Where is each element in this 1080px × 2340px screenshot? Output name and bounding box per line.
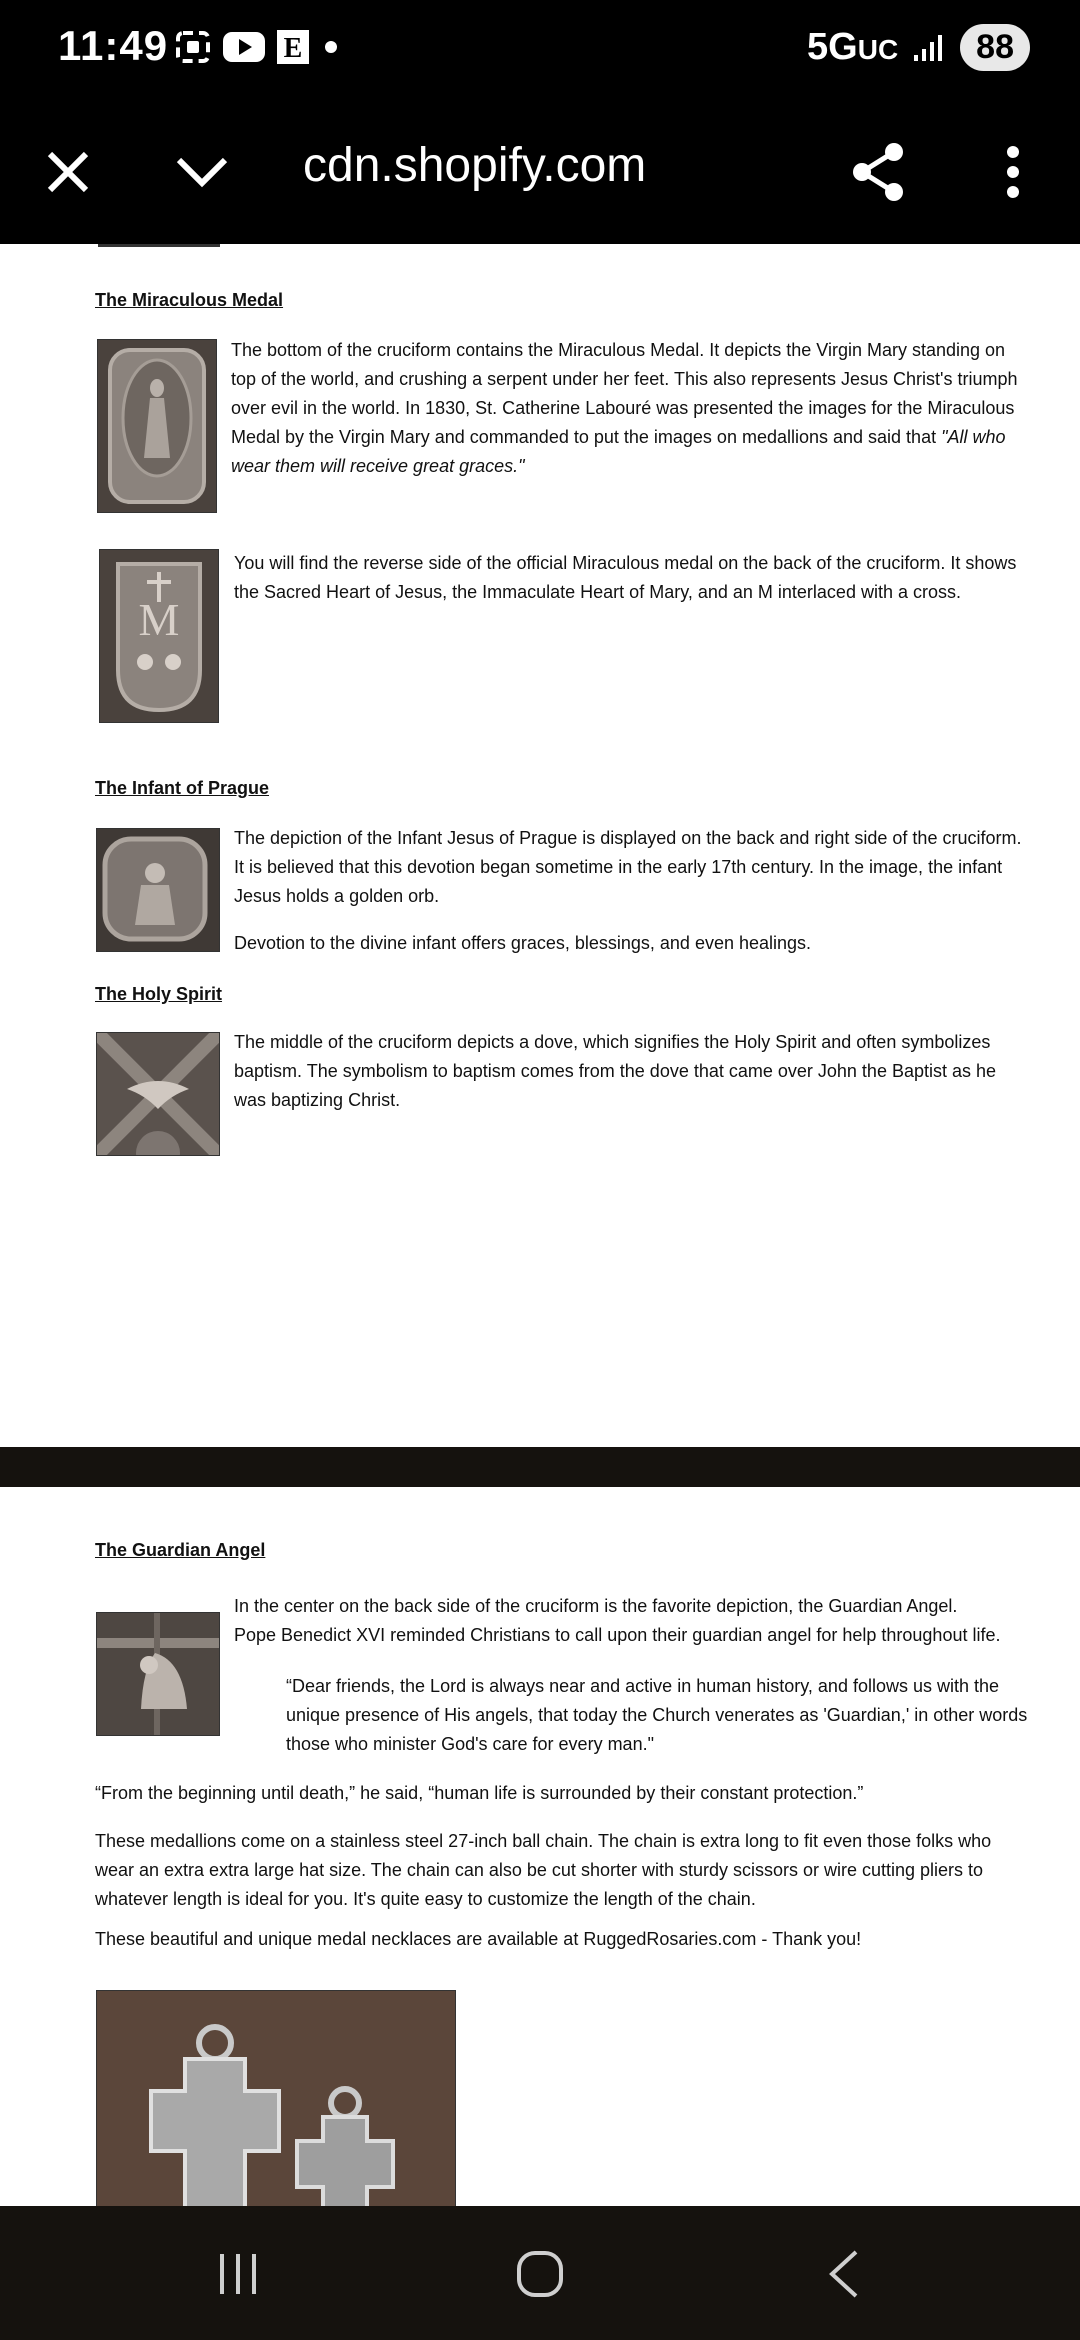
share-icon (850, 142, 906, 202)
browser-toolbar (0, 100, 1080, 244)
miraculous-paragraph-1: The bottom of the cruciform contains the Miraculous Medal. It depicts the Virgin Mary standing on top of the world, and crushing a serpent under her feet. This also represents Jesus Christ's triumph over evil in the world. In 1830, St. Catherine Labouré was presented the images for the Miraculous Medal by the Virgin Mary and commanded to put the images on medallions and said that "All who wear them will receive great graces." (231, 340, 1018, 476)
close-icon (46, 150, 90, 194)
holy-spirit-paragraph: The middle of the cruciform depicts a dove, which signifies the Holy Spirit and often symbolizes baptism. The symbolism to baptism comes from the dove that came over John the Baptist as he was baptizing Christ. (234, 1032, 997, 1110)
heading-infant-of-prague: The Infant of Prague (95, 778, 270, 798)
more-vert-icon (1003, 146, 1023, 198)
svg-text:E: E (283, 33, 303, 64)
recents-button[interactable] (198, 2236, 278, 2312)
chain-paragraph: These medallions come on a stainless steel 27-inch ball chain. The chain is extra long to fit even those folks who wear an extra extra large hat size. The chain can also be cut shorter with sturdy scissors or wire cutting pliers to whatever length is ideal for you. It's quite easy to customize the length of the chain. (95, 1831, 992, 1909)
benedict-quote: “Dear friends, the Lord is always near and active in human history, and follows us with the unique presence of His angels, that today the Church venerates as 'Guardian,' in other words those who minister God's care for every man." (286, 1676, 1028, 1754)
guardian-said: “From the beginning until death,” he said, “human life is surrounded by their constant protection.” (95, 1783, 864, 1803)
home-button[interactable] (500, 2236, 580, 2312)
medal-necklace-photo (96, 1990, 456, 2206)
document-content (0, 244, 1080, 2206)
close-button[interactable] (32, 136, 104, 208)
share-button[interactable] (842, 136, 914, 208)
menu-button[interactable] (977, 136, 1049, 208)
recents-icon (216, 2252, 260, 2296)
holy-spirit-image (96, 1032, 220, 1156)
youtube-icon (223, 31, 265, 63)
screenshot-icon (175, 30, 211, 64)
miraculous-medal-front-image (97, 339, 217, 513)
signal-icon (912, 33, 946, 63)
notification-icons (175, 30, 341, 64)
guardian-paragraph-1: In the center on the back side of the cruciform is the favorite depiction, the Guardian Angel. Pope Benedict XVI reminded Christians to call upon their guardian angel for help throughout life. (234, 1596, 1001, 1645)
back-button[interactable] (804, 2236, 884, 2312)
dot-icon (321, 37, 341, 57)
miraculous-medal-back-image (99, 549, 219, 723)
network-label: 5GUC (807, 26, 899, 68)
miraculous-paragraph-2: You will find the reverse side of the official Miraculous medal on the back of the cruciform. It shows the Sacred Heart of Jesus, the Immaculate Heart of Mary, and an M interlaced with a cross. (234, 553, 1017, 602)
e-app-icon (277, 30, 309, 64)
collapse-button[interactable] (166, 136, 238, 208)
infant-paragraph-2: Devotion to the divine infant offers graces, blessings, and even healings. (234, 933, 812, 953)
heading-guardian-angel: The Guardian Angel (95, 1540, 266, 1560)
chevron-down-icon (175, 156, 229, 188)
home-icon (516, 2250, 564, 2298)
infant-of-prague-image (96, 828, 220, 952)
svg-text:M: M (138, 594, 180, 645)
back-icon (828, 2250, 860, 2298)
status-time: 11:49 (58, 22, 169, 69)
status-bar (0, 0, 1080, 100)
system-nav-bar (0, 2206, 1080, 2340)
url-title[interactable]: cdn.shopify.com (303, 139, 647, 192)
page-separator (0, 1447, 1080, 1487)
heading-holy-spirit: The Holy Spirit (95, 984, 223, 1004)
infant-paragraph-1: The depiction of the Infant Jesus of Prague is displayed on the back and right side of the cruciform. It is believed that this devotion began sometime in the early 17th century. In the image, the infant Jesus holds a golden orb. (234, 828, 1022, 906)
closing-paragraph: These beautiful and unique medal necklaces are available at RuggedRosaries.com - Thank you! (95, 1929, 862, 1949)
battery-indicator: 88 (960, 24, 1030, 71)
guardian-angel-image (96, 1612, 220, 1736)
cut-off-image (98, 244, 220, 247)
heading-miraculous-medal: The Miraculous Medal (95, 290, 284, 310)
